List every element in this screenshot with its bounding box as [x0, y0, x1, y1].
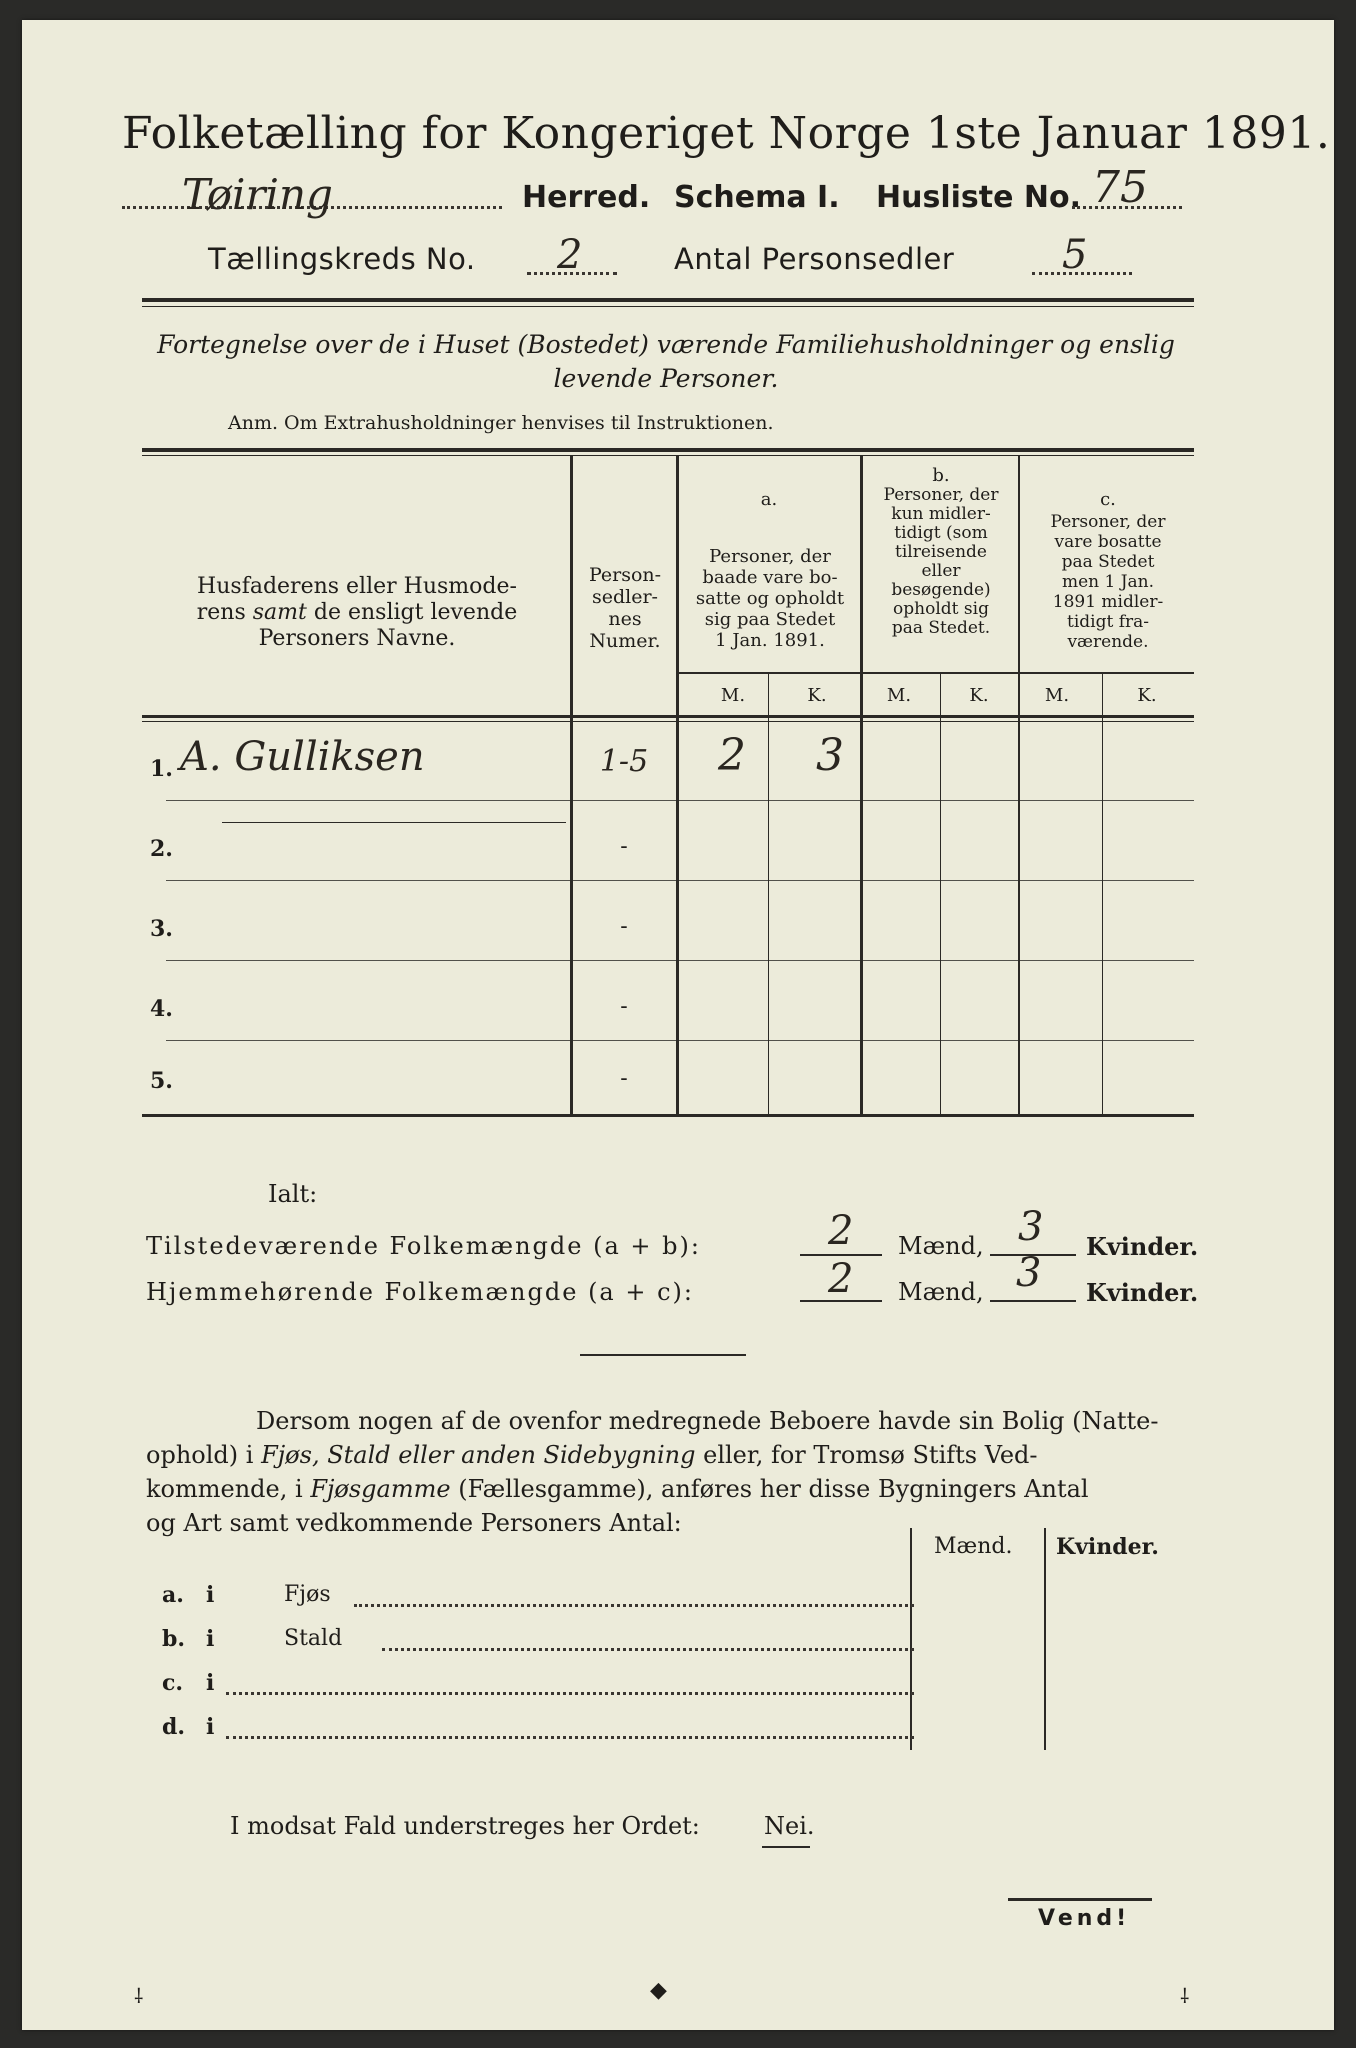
bolig-col-divider-1 — [910, 1528, 912, 1750]
group-a-text — [680, 546, 860, 651]
header-rule-thin — [142, 306, 1194, 307]
bolig-line4: og Art samt vedkommende Personers Antal: — [146, 1509, 682, 1537]
group-b-text-line-4: tilreisende — [894, 542, 987, 562]
hjemme-maend: Mænd, — [898, 1278, 984, 1306]
ialt-label: Ialt: — [268, 1180, 318, 1208]
row1-name-underline — [222, 822, 566, 823]
bolig-item-letter: d. — [162, 1714, 186, 1740]
husliste-value: 75 — [1092, 162, 1148, 213]
table-header-bottom-rule — [142, 715, 1194, 718]
bolig-line3-b: Fjøsgamme — [310, 1475, 451, 1503]
bolig-line2-a: ophold) i — [146, 1441, 254, 1469]
header-rule-thick — [142, 298, 1194, 302]
tilstede-kvinder: Kvinder. — [1086, 1232, 1199, 1261]
table-row-line — [166, 960, 1194, 961]
col-divider-a — [860, 456, 863, 1116]
binding-mark-right: ⸸ — [1180, 1984, 1190, 2008]
table-header-bottom-rule-thin — [142, 721, 1194, 722]
col-divider-c-mk — [1102, 672, 1103, 1116]
table-row-name: A. Gulliksen — [180, 734, 425, 780]
col-num-line1: Person- — [588, 564, 662, 586]
binding-mark-center: ◆ — [650, 1978, 667, 2003]
tilstede-label: Tilstedeværende Folkemængde (a + b): — [146, 1232, 701, 1260]
table-row-sedler: - — [620, 834, 628, 859]
col-num-line4: Numer. — [589, 630, 661, 652]
col-name-line2-b: samt — [252, 600, 307, 625]
hjemme-label: Hjemmehørende Folkemængde (a + c): — [146, 1278, 694, 1306]
b-m-label: M. — [886, 685, 912, 706]
bolig-line2 — [146, 1438, 1196, 1472]
bolig-line2-c: eller, for Tromsø Stifts Ved- — [703, 1441, 1038, 1469]
bolig-item-label: Stald — [284, 1626, 343, 1651]
hjemme-kvinder: Kvinder. — [1086, 1278, 1199, 1307]
group-c-text-line-4: men 1 Jan. — [1061, 572, 1155, 592]
intro-heading-line1: Fortegnelse over de i Huset (Bostedet) værende Familiehusholdninger og enslig — [157, 330, 1175, 359]
bolig-item-letter: a. — [162, 1582, 184, 1608]
col-name-line3: Personers Navne. — [258, 626, 456, 651]
col-name-line1: Husfaderens eller Husmode- — [197, 574, 517, 599]
bolig-item-label: Fjøs — [284, 1582, 331, 1607]
husliste-label: Husliste No. — [876, 180, 1081, 215]
group-a-text-line-1: Personer, der — [709, 546, 831, 567]
schema-label: Schema I. — [674, 180, 840, 215]
herred-label: Herred. — [522, 180, 651, 215]
tilstede-maend: Mænd, — [898, 1232, 984, 1260]
bolig-col-maend: Mænd. — [934, 1534, 1013, 1559]
table-row-sedler: - — [620, 914, 628, 939]
hjemme-k-line — [990, 1300, 1076, 1302]
group-a-text-line-3: satte og opholdt — [695, 588, 845, 609]
col-divider-b-mk — [940, 672, 941, 1116]
table-row-a-k: 3 — [816, 730, 844, 781]
group-b-letter: b. — [932, 465, 950, 486]
census-form-page — [22, 20, 1334, 2030]
bolig-item-letter: c. — [162, 1670, 184, 1696]
group-b-text — [864, 486, 1018, 638]
table-row-sedler: - — [620, 994, 628, 1019]
group-b-text-line-8: paa Stedet. — [891, 618, 991, 638]
group-a-text-line-5: 1 Jan. 1891. — [715, 630, 825, 651]
col-divider-a-mk — [768, 672, 769, 1116]
a-k-label: K. — [807, 685, 827, 706]
table-top-rule — [142, 448, 1194, 452]
bolig-line3-c: (Fællesgamme), anføres her disse Bygningers Antal — [458, 1475, 1089, 1503]
table-row-number: 2. — [150, 836, 173, 862]
bolig-item-i: i — [206, 1714, 215, 1740]
mk-header-rule — [678, 672, 1194, 674]
nei-underline — [762, 1846, 810, 1848]
table-row-line — [166, 1040, 1194, 1041]
group-c-text-line-2: vare bosatte — [1054, 532, 1162, 552]
bolig-item-i: i — [206, 1626, 215, 1652]
group-c-text-line-1: Personer, der — [1050, 512, 1166, 532]
table-row-number: 1. — [150, 756, 173, 782]
modsat-text: I modsat Fald understreges her Ordet: — [230, 1812, 700, 1840]
col-num-header — [574, 564, 676, 652]
vend-rule — [1008, 1898, 1152, 1901]
tilstede-k-value: 3 — [1018, 1204, 1044, 1250]
table-row-line — [166, 800, 1194, 801]
group-a-text-line-2: baade vare bo- — [702, 567, 838, 588]
bolig-item-dotted-line — [354, 1604, 914, 1607]
table-row-number: 5. — [150, 1068, 173, 1094]
group-b-text-line-3: tidigt (som — [894, 523, 988, 543]
group-c-text — [1022, 512, 1194, 652]
group-c-text-line-6: tidigt fra- — [1066, 612, 1149, 632]
table-row-sedler: - — [620, 1066, 628, 1091]
group-b-text-line-7: opholdt sig — [893, 599, 989, 619]
personsedler-label: Antal Personsedler — [674, 242, 955, 276]
group-b-text-line-1: Personer, der — [883, 485, 999, 505]
group-a-letter: a. — [760, 489, 778, 510]
bolig-line3 — [146, 1472, 1196, 1506]
col-num-line2: sedler- — [592, 586, 658, 608]
bolig-line1: Dersom nogen af de ovenfor medregnede Beboere havde sin Bolig (Natte- — [256, 1407, 1159, 1435]
form-title: Folketælling for Kongeriget Norge 1ste Januar 1891. — [122, 108, 1331, 159]
bolig-item-dotted-line — [226, 1692, 914, 1695]
section-separator — [580, 1354, 746, 1356]
col-divider-b — [1018, 456, 1020, 1116]
bolig-item-i: i — [206, 1582, 215, 1608]
intro-heading-line2: levende Personer. — [553, 364, 779, 393]
col-name-line2 — [146, 600, 568, 626]
bolig-col-divider-2 — [1044, 1528, 1046, 1750]
col-divider-name — [570, 456, 573, 1116]
bolig-line2-b: Fjøs, Stald eller anden Sidebygning — [261, 1441, 696, 1469]
table-row-a-m: 2 — [718, 730, 746, 781]
hjemme-k-value: 3 — [1016, 1250, 1042, 1296]
bolig-item-dotted-line — [382, 1648, 914, 1651]
bolig-item-dotted-line — [226, 1736, 914, 1739]
kreds-value: 2 — [557, 232, 583, 278]
bolig-item-i: i — [206, 1670, 215, 1696]
group-b-text-line-6: besøgende) — [891, 580, 991, 600]
table-row-number: 4. — [150, 996, 173, 1022]
col-divider-num — [676, 456, 679, 1116]
c-m-label: M. — [1044, 685, 1070, 706]
binding-mark-left: ⸸ — [134, 1984, 144, 2008]
table-row-number: 3. — [150, 916, 173, 942]
table-top-rule-thin — [142, 455, 1194, 456]
group-b-text-line-2: kun midler- — [891, 504, 991, 524]
vend-text: Vend! — [1038, 1906, 1131, 1931]
tilstede-m-value: 2 — [828, 1208, 854, 1254]
table-row-line — [166, 880, 1194, 881]
table-bottom-rule — [142, 1114, 1194, 1117]
bolig-item-letter: b. — [162, 1626, 186, 1652]
col-num-line3: nes — [608, 608, 642, 630]
bolig-col-kvinder: Kvinder. — [1056, 1534, 1159, 1560]
herred-value: Tøiring — [182, 170, 333, 219]
col-name-header — [146, 574, 568, 652]
bolig-paragraph — [146, 1404, 1196, 1540]
c-k-label: K. — [1137, 685, 1157, 706]
group-c-text-line-3: paa Stedet — [1061, 552, 1155, 572]
table-row-sedler: 1-5 — [599, 744, 649, 779]
group-c-text-line-7: værende. — [1067, 632, 1149, 652]
col-name-line2-c: de ensligt levende — [313, 600, 518, 625]
group-c-letter: c. — [1100, 489, 1116, 510]
b-k-label: K. — [969, 685, 989, 706]
kreds-label: Tællingskreds No. — [208, 242, 476, 276]
hjemme-m-value: 2 — [828, 1256, 854, 1302]
bolig-line3-a: kommende, i — [146, 1475, 303, 1503]
nei-word: Nei. — [764, 1812, 815, 1840]
group-c-text-line-5: 1891 midler- — [1052, 592, 1164, 612]
col-name-line2-a: rens — [196, 600, 246, 625]
personsedler-value: 5 — [1062, 232, 1088, 278]
a-m-label: M. — [720, 685, 746, 706]
anm-note: Anm. Om Extrahusholdninger henvises til Instruktionen. — [228, 412, 774, 434]
group-b-text-line-5: eller — [921, 561, 961, 581]
group-a-text-line-4: sig paa Stedet — [704, 609, 836, 630]
